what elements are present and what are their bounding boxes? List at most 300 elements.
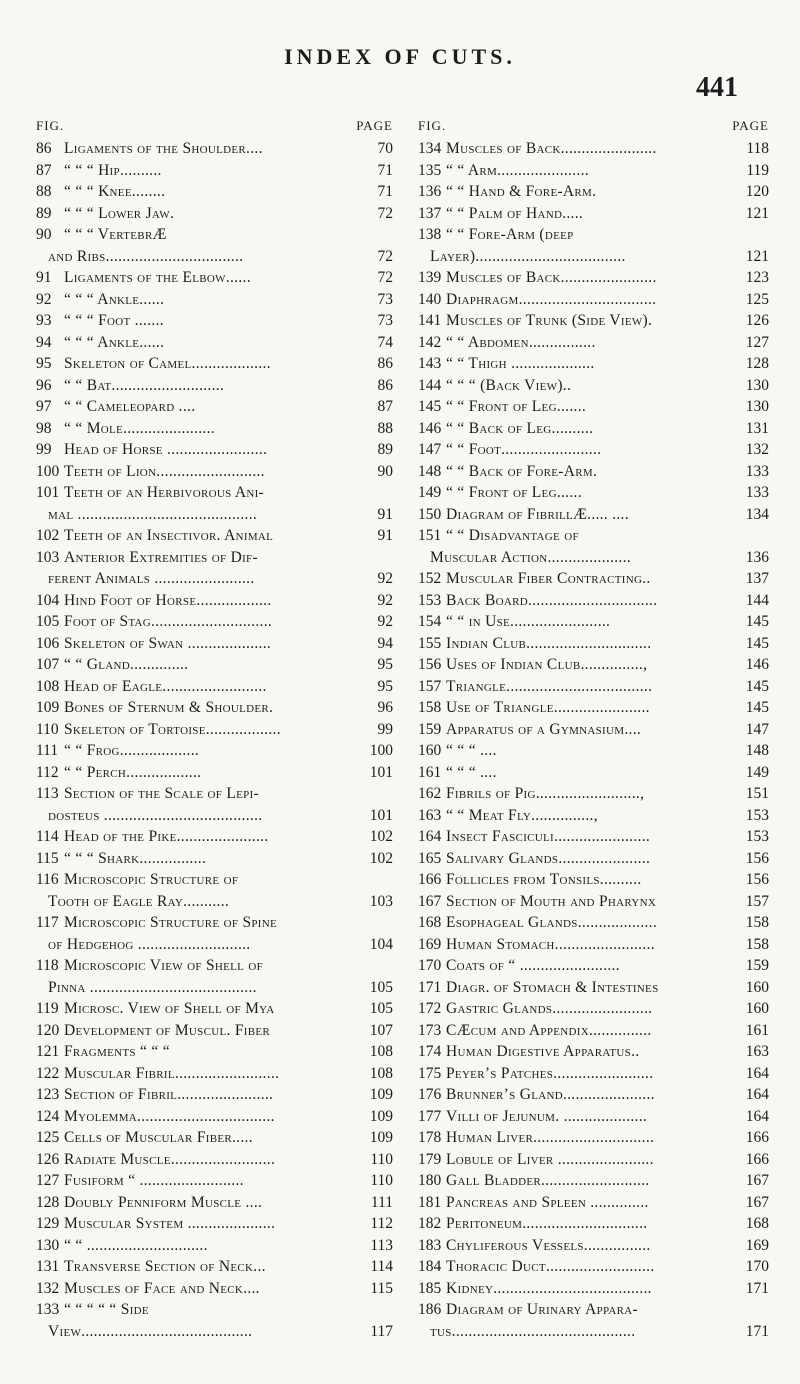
entry-title: “ “ “ Ankle...... xyxy=(64,290,165,308)
entry-title: “ “ “ “ “ Side xyxy=(64,1301,149,1318)
figure-number: 167 xyxy=(418,892,442,910)
figure-number: 111 xyxy=(36,742,59,759)
figure-number: 130 xyxy=(36,1236,60,1254)
figure-number: 172 xyxy=(418,1000,442,1017)
page-reference: 161 xyxy=(743,1020,769,1042)
entry-title: “ “ Front of Leg...... xyxy=(446,484,582,501)
page-reference: 71 xyxy=(375,160,394,182)
page-reference: 101 xyxy=(367,762,393,784)
figure-number: 110 xyxy=(36,720,59,738)
page-reference: 127 xyxy=(743,332,769,354)
figure-number: 177 xyxy=(418,1107,442,1125)
figure-number: 173 xyxy=(418,1021,442,1039)
index-entry xyxy=(418,934,769,956)
index-entry xyxy=(418,224,769,246)
page-reference: 74 xyxy=(375,332,394,354)
page-reference: 86 xyxy=(375,375,394,397)
index-entry xyxy=(418,1213,769,1235)
figure-number: 186 xyxy=(418,1301,442,1318)
page-reference: 114 xyxy=(367,1256,393,1278)
index-entry xyxy=(36,1127,393,1149)
figure-number: 157 xyxy=(418,677,442,695)
entry-title: “ “ Foot........................ xyxy=(446,441,602,458)
index-entry xyxy=(418,654,769,676)
page-reference: 89 xyxy=(375,439,394,461)
entry-title: Lobule of Liver ....................... xyxy=(446,1150,654,1168)
page-reference: 100 xyxy=(367,740,393,762)
entry-title: “ “ Perch.................. xyxy=(64,763,202,781)
entry-title: “ “ “ .... xyxy=(446,763,497,781)
figure-number: 99 xyxy=(36,441,52,458)
figure-number: 155 xyxy=(418,634,442,652)
index-entry xyxy=(36,1063,393,1085)
page-reference: 160 xyxy=(743,998,769,1020)
page-reference: 167 xyxy=(743,1192,769,1214)
index-entry xyxy=(36,1278,393,1300)
index-entry xyxy=(418,1084,769,1106)
index-entry xyxy=(418,310,769,332)
entry-title: Foot of Stag............................. xyxy=(64,613,273,630)
entry-title: Muscles of Back....................... xyxy=(446,269,657,286)
entry-title: “ “ “ Shark................ xyxy=(64,849,207,867)
index-entry xyxy=(418,439,769,461)
entry-title: “ “ “ (Back View).. xyxy=(446,376,572,394)
entry-title: Bones of Sternum & Shoulder. xyxy=(64,699,274,716)
index-entry xyxy=(36,762,393,784)
index-entry xyxy=(418,1127,769,1149)
page-reference: 105 xyxy=(367,998,393,1020)
entry-title: “ “ Back of Fore-Arm. xyxy=(446,462,598,480)
index-entry xyxy=(418,998,769,1020)
entry-title: “ “ “ VertebrÆ xyxy=(64,226,167,243)
figure-number: 170 xyxy=(418,957,442,974)
entry-title: Human Liver............................. xyxy=(446,1129,655,1146)
entry-title: Use of Triangle....................... xyxy=(446,699,650,716)
page-column-label: PAGE xyxy=(732,118,769,133)
index-entry xyxy=(36,912,393,934)
index-entry xyxy=(36,418,393,440)
index-entry xyxy=(418,396,769,418)
page-reference: 109 xyxy=(367,1106,393,1128)
index-entry xyxy=(36,525,393,547)
index-entry xyxy=(418,590,769,612)
entry-title: “ “ “ .... xyxy=(446,742,497,759)
index-entry xyxy=(36,1321,393,1343)
page-reference: 128 xyxy=(743,353,769,375)
entry-title: Villi of Jejunum. .................... xyxy=(446,1107,648,1125)
figure-number: 93 xyxy=(36,312,52,329)
entry-title: “ “ Palm of Hand..... xyxy=(446,204,584,222)
index-entry xyxy=(418,504,769,526)
entry-title: Insect Fasciculi....................... xyxy=(446,828,651,845)
page-reference: 118 xyxy=(743,138,769,160)
page-reference: 167 xyxy=(743,1170,769,1192)
entry-title: Thoracic Duct.......................... xyxy=(446,1258,655,1275)
page-reference: 107 xyxy=(367,1020,393,1042)
entry-title: Muscular Fiber Contracting.. xyxy=(446,570,651,587)
entry-title: Indian Club.............................. xyxy=(446,634,652,652)
entry-title: Development of Muscul. Fiber xyxy=(64,1021,271,1039)
figure-number: 89 xyxy=(36,204,52,222)
figure-number: 168 xyxy=(418,914,442,931)
page-reference: 164 xyxy=(743,1106,769,1128)
index-entry xyxy=(36,1106,393,1128)
entry-title: “ “ Disadvantage of xyxy=(446,527,579,544)
figure-number: 175 xyxy=(418,1064,442,1082)
index-entry xyxy=(36,934,393,956)
page-reference: 136 xyxy=(743,547,769,569)
index-entry xyxy=(36,1170,393,1192)
index-entry xyxy=(418,482,769,504)
page-reference: 94 xyxy=(375,633,394,655)
figure-number: 152 xyxy=(418,570,442,587)
entry-title: Human Digestive Apparatus.. xyxy=(446,1043,640,1060)
figure-number: 96 xyxy=(36,376,52,394)
page-reference: 151 xyxy=(743,783,769,805)
figure-number: 140 xyxy=(418,290,442,308)
entry-title: “ “ Arm...................... xyxy=(446,161,589,179)
entry-title: “ “ “ Hip.......... xyxy=(64,161,162,179)
page-reference: 91 xyxy=(375,504,394,526)
figure-number: 125 xyxy=(36,1129,60,1146)
figure-number: 158 xyxy=(418,699,442,716)
entry-title: Muscular Fibril......................... xyxy=(64,1064,280,1082)
page-reference: 73 xyxy=(375,289,394,311)
index-entry xyxy=(418,160,769,182)
page-reference: 156 xyxy=(743,848,769,870)
page-reference: 126 xyxy=(743,310,769,332)
entry-title: Muscles of Back....................... xyxy=(446,140,657,157)
index-entry xyxy=(36,138,393,160)
index-entry xyxy=(36,289,393,311)
page-reference: 71 xyxy=(375,181,394,203)
figure-number: 115 xyxy=(36,849,59,867)
figure-number: 98 xyxy=(36,419,52,437)
index-entry xyxy=(418,1278,769,1300)
index-entry xyxy=(418,547,769,569)
index-entry xyxy=(36,1235,393,1257)
figure-number: 127 xyxy=(36,1172,60,1189)
index-entry xyxy=(418,633,769,655)
entry-title: Chyliferous Vessels................ xyxy=(446,1236,651,1254)
figure-number: 153 xyxy=(418,591,442,609)
index-entry xyxy=(418,1299,769,1321)
entry-title: “ “ “ Ankle...... xyxy=(64,333,165,351)
figure-number: 112 xyxy=(36,763,59,781)
entry-title: Section of the Scale of Lepi- xyxy=(64,785,259,802)
entry-title: Microscopic Structure of xyxy=(64,871,239,888)
index-entry xyxy=(36,998,393,1020)
entry-title: “ “ Frog................... xyxy=(64,742,200,759)
entry-title: Muscular System ..................... xyxy=(64,1215,276,1232)
index-entry xyxy=(418,805,769,827)
index-entry xyxy=(418,1106,769,1128)
page-reference: 130 xyxy=(743,396,769,418)
entry-title: Muscles of Face and Neck.... xyxy=(64,1279,260,1297)
index-entry xyxy=(418,848,769,870)
index-entry xyxy=(418,826,769,848)
page-reference: 153 xyxy=(743,826,769,848)
page-reference: 86 xyxy=(375,353,394,375)
page-reference: 157 xyxy=(743,891,769,913)
column-header xyxy=(36,118,393,138)
entry-title: “ “ “ Knee........ xyxy=(64,183,166,200)
page-reference: 130 xyxy=(743,375,769,397)
figure-number: 95 xyxy=(36,355,52,372)
entry-title: Tooth of Eagle Ray........... xyxy=(48,892,230,910)
figure-number: 179 xyxy=(418,1150,442,1168)
entry-title: “ “ Hand & Fore-Arm. xyxy=(446,183,597,200)
figure-number: 165 xyxy=(418,849,442,867)
page-reference: 160 xyxy=(743,977,769,999)
entry-title: Skeleton of Camel................... xyxy=(64,355,271,372)
figure-number: 103 xyxy=(36,548,60,566)
figure-number: 107 xyxy=(36,656,60,673)
entry-title: Diagram of Urinary Appara- xyxy=(446,1301,638,1318)
page-reference: 159 xyxy=(743,955,769,977)
figure-number: 117 xyxy=(36,914,59,931)
entry-title: “ “ Cameleopard .... xyxy=(64,398,196,415)
page-reference: 156 xyxy=(743,869,769,891)
page-reference: 115 xyxy=(367,1278,393,1300)
index-entry xyxy=(418,1192,769,1214)
figure-number: 100 xyxy=(36,462,60,480)
page-reference: 121 xyxy=(743,203,769,225)
page-reference: 72 xyxy=(375,203,394,225)
index-entry xyxy=(418,762,769,784)
entry-title: “ “ Thigh .................... xyxy=(446,355,595,372)
index-entry xyxy=(36,590,393,612)
entry-title: Follicles from Tonsils.......... xyxy=(446,871,642,888)
entry-title: “ “ Front of Leg....... xyxy=(446,398,587,415)
entry-title: Fusiform “ ......................... xyxy=(64,1172,244,1189)
index-entry xyxy=(418,1020,769,1042)
page-reference: 166 xyxy=(743,1127,769,1149)
index-entry xyxy=(418,332,769,354)
figure-number: 138 xyxy=(418,226,442,243)
index-entry xyxy=(418,912,769,934)
index-entry xyxy=(36,1084,393,1106)
entry-title: Fragments “ “ “ xyxy=(64,1043,170,1060)
page-reference: 120 xyxy=(743,181,769,203)
page-reference: 73 xyxy=(375,310,394,332)
page-reference: 91 xyxy=(375,525,394,547)
figure-number: 121 xyxy=(36,1043,60,1060)
index-entry xyxy=(36,310,393,332)
page-reference: 171 xyxy=(743,1321,769,1343)
index-entry xyxy=(36,848,393,870)
page-reference: 148 xyxy=(743,740,769,762)
figure-number: 181 xyxy=(418,1193,442,1211)
entry-title: Triangle................................... xyxy=(446,677,653,695)
index-entry xyxy=(36,181,393,203)
figure-number: 135 xyxy=(418,161,442,179)
page-reference: 112 xyxy=(367,1213,393,1235)
entry-title: Brunner’s Gland...................... xyxy=(446,1086,655,1103)
figure-number: 133 xyxy=(36,1301,60,1318)
page-reference: 163 xyxy=(743,1041,769,1063)
page-reference: 119 xyxy=(743,160,769,182)
entry-title: Skeleton of Tortoise.................. xyxy=(64,720,281,738)
index-entry xyxy=(36,676,393,698)
page-reference: 123 xyxy=(743,267,769,289)
index-entry xyxy=(418,977,769,999)
index-entry xyxy=(36,783,393,805)
page-reference: 166 xyxy=(743,1149,769,1171)
figure-number: 185 xyxy=(418,1279,442,1297)
index-entry xyxy=(36,955,393,977)
index-entry xyxy=(36,1192,393,1214)
index-entry xyxy=(418,697,769,719)
page-reference: 131 xyxy=(743,418,769,440)
index-entry xyxy=(36,246,393,268)
entry-title: dosteus ...................................... xyxy=(48,806,263,824)
entry-title: Coats of “ ........................ xyxy=(446,957,620,974)
figure-number: 147 xyxy=(418,441,442,458)
figure-number: 104 xyxy=(36,591,60,609)
index-entry xyxy=(36,977,393,999)
entry-title: Diagr. of Stomach & Intestines xyxy=(446,978,659,996)
entry-title: “ “ ............................. xyxy=(64,1236,208,1254)
index-entry xyxy=(418,891,769,913)
page-reference: 158 xyxy=(743,934,769,956)
entry-title: Muscles of Trunk (Side View). xyxy=(446,312,653,329)
figure-number: 108 xyxy=(36,677,60,695)
entry-title: “ “ in Use........................ xyxy=(446,613,611,630)
figure-number: 124 xyxy=(36,1107,60,1125)
entry-title: Peritoneum.............................. xyxy=(446,1215,648,1232)
entry-title: Esophageal Glands................... xyxy=(446,914,658,931)
figure-number: 139 xyxy=(418,269,442,286)
figure-number: 123 xyxy=(36,1086,60,1103)
index-entry xyxy=(418,740,769,762)
page-reference: 110 xyxy=(367,1149,393,1171)
index-entry xyxy=(418,1149,769,1171)
entry-title: Layer).................................... xyxy=(430,247,626,265)
figure-number: 106 xyxy=(36,634,60,652)
page-reference: 145 xyxy=(743,697,769,719)
page-reference: 168 xyxy=(743,1213,769,1235)
index-entry xyxy=(36,568,393,590)
entry-title: Microsc. View of Shell of Mya xyxy=(64,1000,275,1017)
entry-title: Microscopic View of Shell of xyxy=(64,957,264,974)
index-entry xyxy=(418,461,769,483)
entry-title: Skeleton of Swan .................... xyxy=(64,634,272,652)
index-entry xyxy=(418,267,769,289)
index-entry xyxy=(36,611,393,633)
figure-number: 87 xyxy=(36,161,52,179)
index-entry xyxy=(36,332,393,354)
index-entry xyxy=(36,224,393,246)
figure-number: 134 xyxy=(418,140,442,157)
figure-number: 105 xyxy=(36,613,60,630)
page-reference: 110 xyxy=(367,1170,393,1192)
index-entry xyxy=(418,1170,769,1192)
index-entry xyxy=(418,955,769,977)
figure-number: 166 xyxy=(418,871,442,888)
index-entry xyxy=(36,654,393,676)
index-entry xyxy=(36,719,393,741)
page-reference: 164 xyxy=(743,1084,769,1106)
index-entry xyxy=(36,633,393,655)
index-entry xyxy=(36,697,393,719)
entry-title: ferent Animals ........................ xyxy=(48,570,255,587)
figure-number: 145 xyxy=(418,398,442,415)
index-entries xyxy=(36,138,393,1342)
page-reference: 134 xyxy=(743,504,769,526)
entry-title: Uses of Indian Club..............., xyxy=(446,656,648,673)
entry-title: “ “ “ Foot ....... xyxy=(64,312,164,329)
page-reference: 108 xyxy=(367,1041,393,1063)
fig-column-label: FIG. xyxy=(36,118,65,133)
page-reference: 146 xyxy=(743,654,769,676)
index-entry xyxy=(36,1256,393,1278)
figure-number: 94 xyxy=(36,333,52,351)
page-reference: 125 xyxy=(743,289,769,311)
page-reference: 144 xyxy=(743,590,769,612)
index-entry xyxy=(418,525,769,547)
entry-title: Transverse Section of Neck... xyxy=(64,1258,266,1275)
index-entry xyxy=(418,375,769,397)
page-reference: 169 xyxy=(743,1235,769,1257)
index-entry xyxy=(36,504,393,526)
figure-number: 144 xyxy=(418,376,442,394)
index-entry xyxy=(36,1149,393,1171)
index-entry xyxy=(36,547,393,569)
page-reference: 158 xyxy=(743,912,769,934)
index-entry xyxy=(418,353,769,375)
page-reference: 87 xyxy=(375,396,394,418)
index-entry xyxy=(418,1256,769,1278)
figure-number: 113 xyxy=(36,785,59,802)
figure-number: 102 xyxy=(36,527,60,544)
figure-number: 119 xyxy=(36,1000,59,1017)
figure-number: 169 xyxy=(418,935,442,953)
page-reference: 102 xyxy=(367,826,393,848)
figure-number: 162 xyxy=(418,785,442,802)
entry-title: Apparatus of a Gymnasium.... xyxy=(446,720,642,738)
page-reference: 70 xyxy=(375,138,394,160)
page-reference: 92 xyxy=(375,590,394,612)
page-reference: 102 xyxy=(367,848,393,870)
index-entry xyxy=(36,375,393,397)
figure-number: 164 xyxy=(418,828,442,845)
entry-title: Peyer’s Patches........................ xyxy=(446,1064,654,1082)
figure-number: 154 xyxy=(418,613,442,630)
figure-number: 151 xyxy=(418,527,442,544)
index-entry xyxy=(418,203,769,225)
entry-title: Teeth of an Insectivor. Animal xyxy=(64,527,274,544)
figure-number: 90 xyxy=(36,226,52,243)
figure-number: 97 xyxy=(36,398,52,415)
figure-number: 128 xyxy=(36,1193,60,1211)
index-entry xyxy=(418,869,769,891)
index-entry xyxy=(418,418,769,440)
index-entry xyxy=(418,138,769,160)
figure-number: 159 xyxy=(418,720,442,738)
figure-number: 120 xyxy=(36,1021,60,1039)
entry-title: “ “ Mole...................... xyxy=(64,419,215,437)
index-entry xyxy=(36,805,393,827)
entry-title: “ “ Back of Leg.......... xyxy=(446,419,594,437)
index-entry xyxy=(418,1235,769,1257)
page-reference: 108 xyxy=(367,1063,393,1085)
entry-title: Cells of Muscular Fiber..... xyxy=(64,1129,253,1146)
figure-number: 114 xyxy=(36,828,59,845)
figure-number: 156 xyxy=(418,656,442,673)
entry-title: Teeth of an Herbivorous Ani- xyxy=(64,484,265,501)
entry-title: Diagram of FibrillÆ..... .... xyxy=(446,505,629,523)
